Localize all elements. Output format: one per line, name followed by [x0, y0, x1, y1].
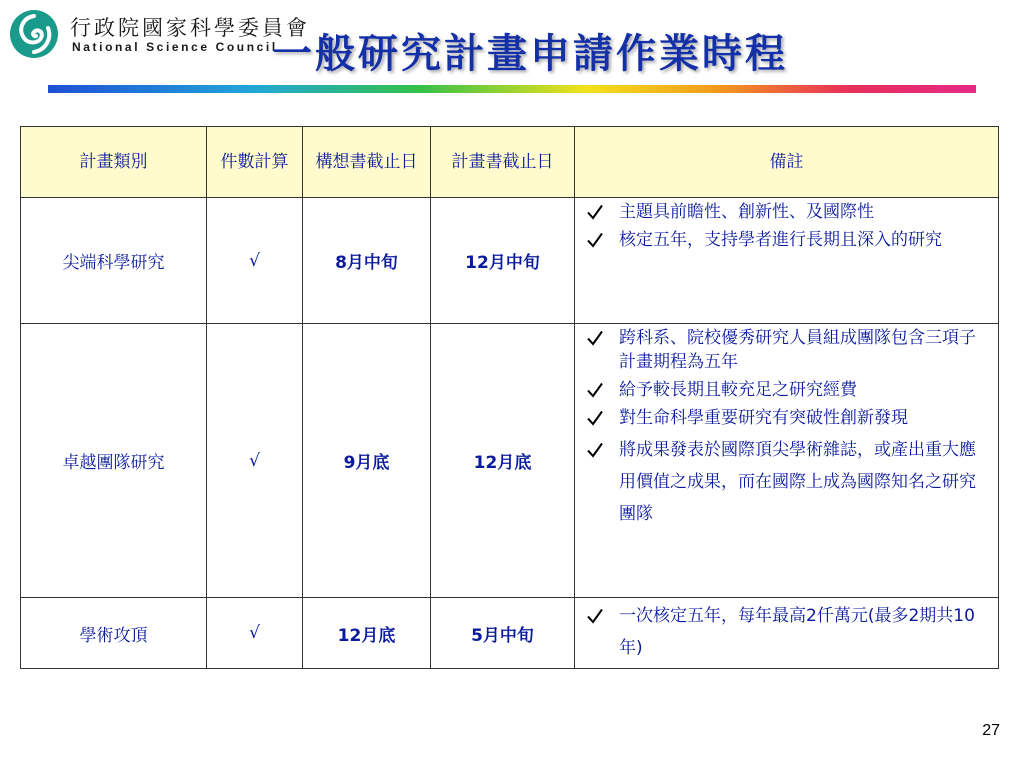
org-name-english: National Science Council	[72, 40, 278, 54]
checkmark-icon	[587, 608, 603, 624]
table-header-row	[21, 127, 999, 198]
header-category: 計畫類別	[21, 127, 207, 198]
row-category: 學術攻頂	[21, 598, 207, 669]
row-concept-deadline: 8月中旬	[303, 198, 431, 324]
note-text: 對生命科學重要研究有突破性創新發現	[619, 408, 908, 428]
checkmark-icon	[587, 410, 603, 426]
row-notes	[575, 598, 999, 669]
checkmark-icon	[587, 204, 603, 220]
note-text: 跨科系、院校優秀研究人員組成團隊包含三項子計畫期程為五年	[619, 328, 976, 372]
note-text: 一次核定五年，每年最高2仟萬元(最多2期共10年)	[619, 606, 975, 658]
note-item	[585, 406, 990, 430]
header-concept-deadline: 構想書截止日	[303, 127, 431, 198]
row-notes	[575, 198, 999, 324]
note-text: 主題具前瞻性、創新性、及國際性	[619, 202, 874, 222]
nsc-logo-icon	[8, 8, 60, 60]
page-title: 一般研究計畫申請作業時程	[272, 30, 788, 77]
row-concept-deadline: 9月底	[303, 324, 431, 598]
header-notes: 備註	[575, 127, 999, 198]
note-text: 核定五年，支持學者進行長期且深入的研究	[619, 230, 942, 250]
rainbow-divider	[48, 85, 976, 93]
checkmark-icon	[587, 382, 603, 398]
table-row	[21, 198, 999, 324]
note-text: 將成果發表於國際頂尖學術雜誌，或產出重大應用價值之成果，而在國際上成為國際知名之研究團隊	[619, 440, 976, 524]
note-item	[585, 600, 990, 664]
checkmark-icon	[587, 442, 603, 458]
note-text: 給予較長期且較充足之研究經費	[619, 380, 857, 400]
row-proposal-deadline: 12月中旬	[431, 198, 575, 324]
row-category: 尖端科學研究	[21, 198, 207, 324]
org-name-chinese: 行政院國家科學委員會	[70, 16, 310, 40]
checkmark-icon	[587, 330, 603, 346]
row-category: 卓越團隊研究	[21, 324, 207, 598]
row-proposal-deadline: 5月中旬	[431, 598, 575, 669]
table-row	[21, 324, 999, 598]
checkmark-icon	[587, 232, 603, 248]
header-count: 件數計算	[207, 127, 303, 198]
schedule-table	[20, 126, 999, 669]
row-concept-deadline: 12月底	[303, 598, 431, 669]
row-notes	[575, 324, 999, 598]
row-count: √	[207, 198, 303, 324]
row-count: √	[207, 324, 303, 598]
page-number: 27	[982, 722, 1000, 739]
table-row	[21, 598, 999, 669]
note-item	[585, 326, 990, 374]
note-item	[585, 378, 990, 402]
note-item	[585, 200, 990, 224]
note-item	[585, 228, 990, 252]
note-item	[585, 434, 990, 530]
header-proposal-deadline: 計畫書截止日	[431, 127, 575, 198]
row-proposal-deadline: 12月底	[431, 324, 575, 598]
row-count: √	[207, 598, 303, 669]
